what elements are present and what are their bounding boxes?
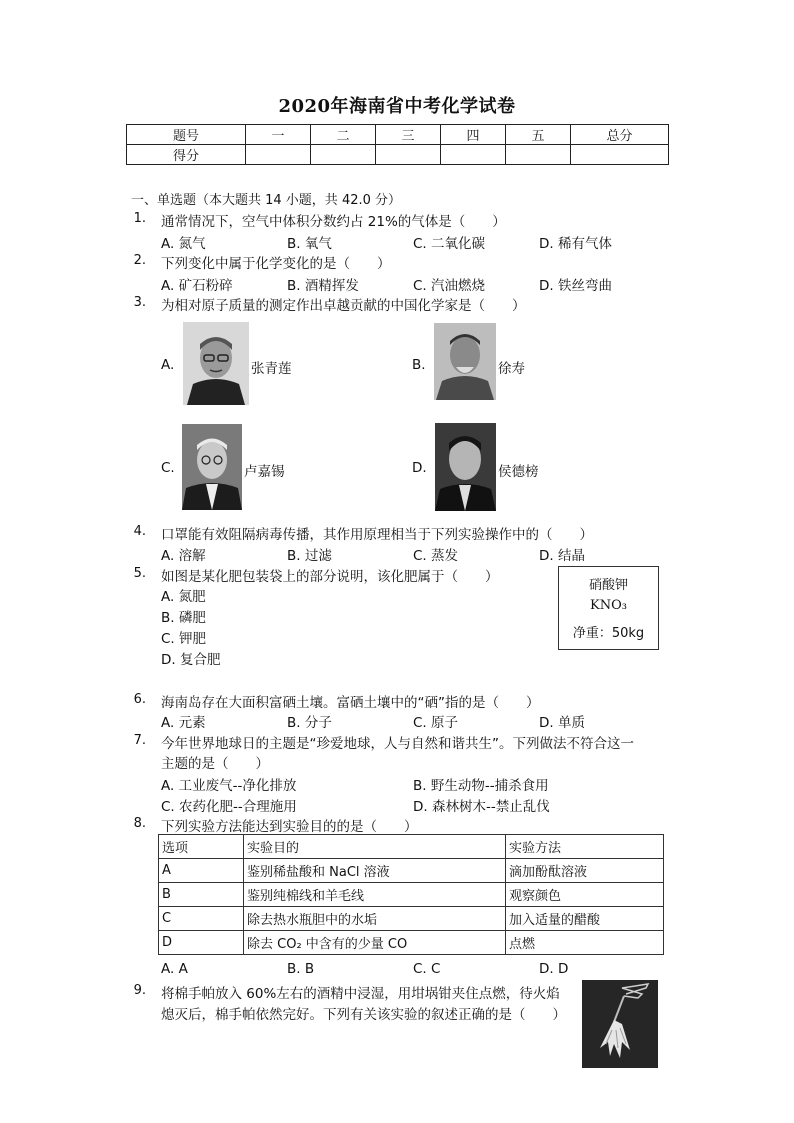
option[interactable]: B. 过滤: [287, 548, 332, 564]
score-header-cell: 总分: [571, 125, 669, 145]
question-number: 1.: [133, 211, 146, 226]
page-title: 2020年海南省中考化学试卷: [278, 96, 516, 117]
score-header-row: [127, 125, 669, 145]
option[interactable]: A. 工业废气--净化排放: [161, 778, 297, 794]
question-number: 8.: [133, 816, 146, 831]
option[interactable]: B. 酒精挥发: [287, 278, 359, 294]
score-cell[interactable]: [506, 145, 571, 165]
fertilizer-name: 硝酸钾: [588, 578, 628, 593]
question-text: 下列变化中属于化学变化的是（ ）: [161, 256, 391, 272]
question-text: 今年世界地球日的主题是“珍爱地球，人与自然和谐共生”。下列做法不符合这一: [161, 736, 634, 752]
question-number: 9.: [133, 983, 146, 998]
question-number: 7.: [133, 733, 146, 748]
option-name: 侯德榜: [498, 464, 539, 480]
table-cell: 鉴别稀盐酸和 NaCl 溶液: [244, 859, 506, 883]
table-cell: 滴加酚酞溶液: [506, 859, 664, 883]
question-number: 6.: [133, 692, 146, 707]
option[interactable]: C. 农药化肥--合理施用: [161, 799, 297, 815]
score-cell[interactable]: [376, 145, 441, 165]
fertilizer-label-box: [558, 566, 659, 650]
table-header-cell: 实验目的: [244, 835, 506, 859]
table-row: [159, 883, 664, 907]
question-text: 海南岛存在大面积富硒土壤。富硒土壤中的“硒”指的是（ ）: [161, 695, 540, 711]
option-name: 卢嘉锡: [244, 464, 285, 480]
score-header-cell: 五: [506, 125, 571, 145]
question-number: 5.: [133, 566, 146, 581]
portrait-image: [435, 423, 496, 511]
table-cell: 鉴别纯棉线和羊毛线: [244, 883, 506, 907]
question-text: 熄灭后，棉手帕依然完好。下列有关该实验的叙述正确的是（ ）: [161, 1007, 566, 1023]
option[interactable]: B. 磷肥: [161, 610, 206, 626]
option[interactable]: A. 溶解: [161, 548, 206, 564]
option[interactable]: D. 铁丝弯曲: [539, 278, 612, 294]
score-header-cell: 一: [246, 125, 311, 145]
option[interactable]: A. 氮气: [161, 236, 206, 252]
table-cell: C: [159, 907, 244, 931]
table-cell: 加入适量的醋酸: [506, 907, 664, 931]
option[interactable]: C. 原子: [413, 715, 459, 731]
question-text: 下列实验方法能达到实验目的的是（ ）: [161, 819, 418, 835]
question-text: 口罩能有效阻隔病毒传播，其作用原理相当于下列实验操作中的（ ）: [161, 527, 593, 543]
table-header-cell: 实验方法: [506, 835, 664, 859]
option[interactable]: C. C: [413, 961, 441, 977]
option[interactable]: A. 氮肥: [161, 589, 206, 605]
option[interactable]: D. 稀有气体: [539, 236, 612, 252]
option[interactable]: D. 森林树木--禁止乱伐: [413, 799, 550, 815]
table-row: [159, 859, 664, 883]
experiment-table: [158, 834, 664, 955]
table-cell: D: [159, 931, 244, 955]
option[interactable]: C. 蒸发: [413, 548, 459, 564]
option[interactable]: C. 钾肥: [161, 631, 207, 647]
table-cell: 除去热水瓶胆中的水垢: [244, 907, 506, 931]
question-text: 通常情况下，空气中体积分数约占 21%的气体是（ ）: [161, 214, 506, 230]
score-row-label: 得分: [127, 145, 246, 165]
question-text: 为相对原子质量的测定作出卓越贡献的中国化学家是（ ）: [161, 298, 526, 314]
option[interactable]: D. 单质: [539, 715, 585, 731]
option-name: 张青莲: [251, 361, 292, 377]
question-text: 将棉手帕放入 60%左右的酒精中浸湿，用坩埚钳夹住点燃，待火焰: [161, 986, 560, 1002]
question-text: 如图是某化肥包装袋上的部分说明，该化肥属于（ ）: [161, 569, 499, 585]
option[interactable]: D. 结晶: [539, 548, 585, 564]
option[interactable]: A. 元素: [161, 715, 206, 731]
portrait-image: [183, 322, 249, 405]
table-row: [159, 907, 664, 931]
question-number: 3.: [133, 295, 146, 310]
table-cell: 观察颜色: [506, 883, 664, 907]
score-header-cell: 三: [376, 125, 441, 145]
table-cell: B: [159, 883, 244, 907]
option[interactable]: D. D: [539, 961, 569, 977]
option[interactable]: A. 矿石粉碎: [161, 278, 233, 294]
score-cell[interactable]: [246, 145, 311, 165]
table-cell: A: [159, 859, 244, 883]
portrait-image: [182, 424, 242, 510]
burning-handkerchief-image: [582, 980, 658, 1068]
option-letter[interactable]: D.: [412, 460, 427, 476]
question-number: 2.: [133, 253, 146, 268]
option-letter[interactable]: A.: [161, 357, 175, 373]
score-value-row: [127, 145, 669, 165]
option[interactable]: C. 汽油燃烧: [413, 278, 486, 294]
fertilizer-formula: KNO₃: [590, 598, 627, 613]
option-letter[interactable]: C.: [161, 460, 175, 476]
fertilizer-weight: 净重：50kg: [572, 626, 645, 641]
table-header-cell: 选项: [159, 835, 244, 859]
option-name: 徐寿: [498, 361, 525, 377]
option[interactable]: C. 二氧化碳: [413, 236, 486, 252]
score-table: [126, 124, 669, 165]
score-cell[interactable]: [441, 145, 506, 165]
option[interactable]: B. 氧气: [287, 236, 332, 252]
option[interactable]: A. A: [161, 961, 188, 977]
option-letter[interactable]: B.: [412, 357, 426, 373]
table-cell: 点燃: [506, 931, 664, 955]
question-number: 4.: [133, 524, 146, 539]
portrait-image: [434, 323, 496, 400]
score-header-cell: 题号: [127, 125, 246, 145]
score-header-cell: 四: [441, 125, 506, 145]
option[interactable]: B. 分子: [287, 715, 332, 731]
option[interactable]: B. B: [287, 961, 315, 977]
score-cell[interactable]: [571, 145, 669, 165]
option[interactable]: D. 复合肥: [161, 652, 221, 668]
score-header-cell: 二: [311, 125, 376, 145]
score-cell[interactable]: [311, 145, 376, 165]
section-heading: 一、单选题（本大题共 14 小题，共 42.0 分）: [131, 193, 402, 208]
question-text: 主题的是（ ）: [161, 756, 269, 772]
table-header-row: [159, 835, 664, 859]
option[interactable]: B. 野生动物--捕杀食用: [413, 778, 549, 794]
table-row: [159, 931, 664, 955]
table-cell: 除去 CO₂ 中含有的少量 CO: [244, 931, 506, 955]
